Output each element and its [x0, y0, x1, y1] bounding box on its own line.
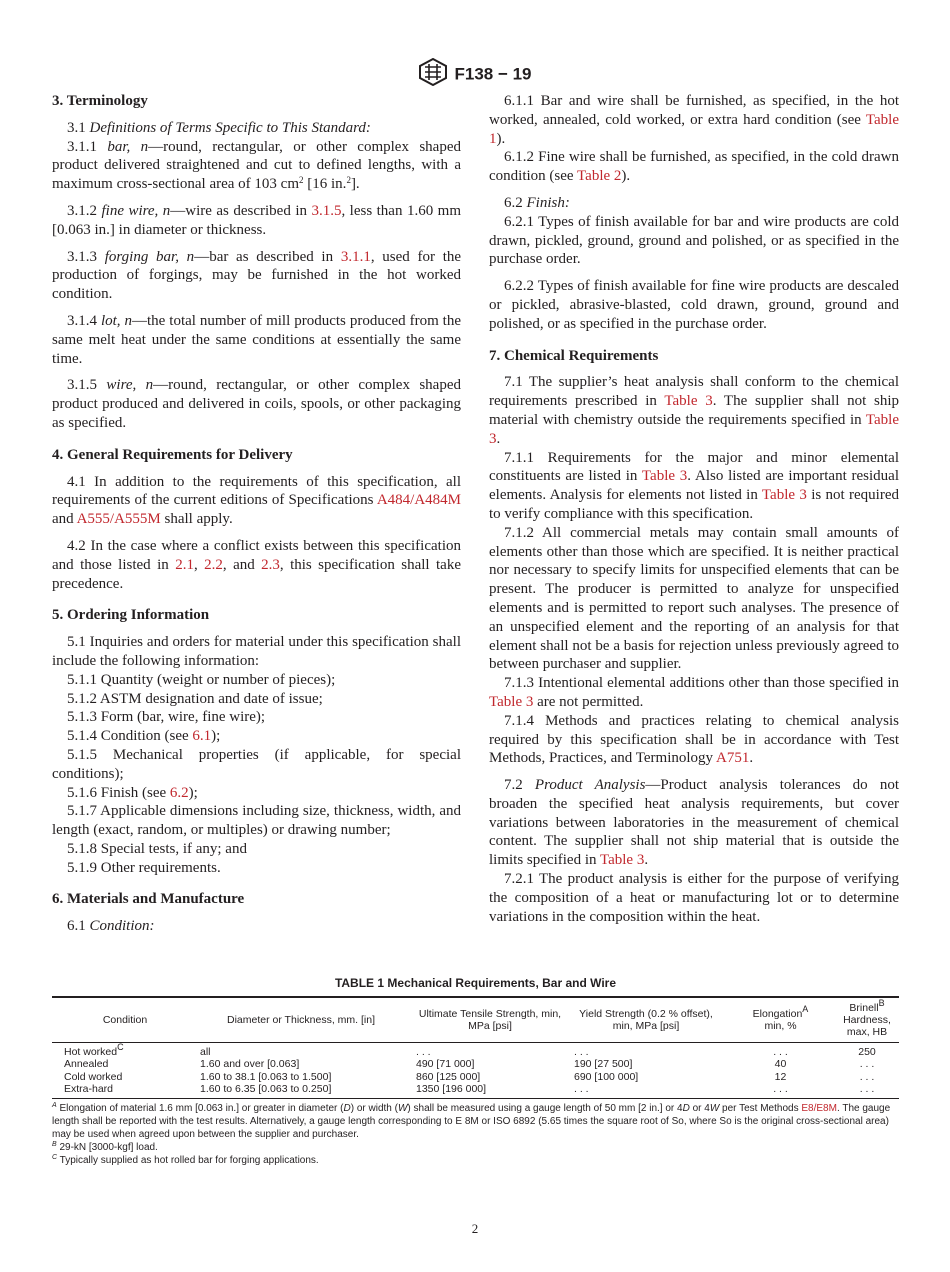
col-header-yield: Yield Strength (0.2 % offset), min, MPa [psi]	[566, 997, 726, 1043]
para-5-1-2: 5.1.2 ASTM designation and date of issue;	[67, 690, 323, 707]
table-1-footnotes	[52, 1102, 899, 1168]
link-table-1[interactable]: Table 1	[489, 111, 899, 147]
link-table-3[interactable]: Table 3	[641, 468, 688, 485]
col-header-diameter: Diameter or Thickness, mm. [in]	[188, 997, 414, 1043]
para-6-2-2: 6.2.2 Types of finish available for fine wire products are descaled or pickled, abrasive-blasted, cold drawn, ground, ground and polished, or as specified in the purchase order.	[489, 278, 899, 332]
para-7-1-4: 7.1.4 Methods and practices relating to chemical analysis required by this specification shall be in accordance with Test Methods, Practices, and Terminology A751.	[489, 712, 899, 767]
para-3-1-4: 3.1.4 lot, n—the total number of mill products produced from the same melt heat under the same conditions at essentially the same time.	[52, 312, 462, 367]
table-row: Hot worked$^C$ all . . . . . . . . . 250	[64, 1042, 876, 1058]
para-6-1-1: 6.1.1 Bar and wire shall be furnished, as specified, in the hot worked, annealed, cold worked, or extra hard condition (see Table 1).	[489, 93, 899, 147]
link-a555[interactable]: A555/A555M	[76, 511, 161, 528]
para-6-2: 6.2 Finish:	[504, 194, 570, 211]
left-column	[52, 92, 461, 936]
para-7-1-1: 7.1.1 Requirements for the major and minor elemental constituents are listed in Table 3. Also listed are important residual elements. Analysis for elements not listed in Table 3 is not required to verify compliance with this specification.	[489, 449, 899, 522]
link-e8[interactable]: E8/E8M	[801, 1102, 837, 1114]
section-6-heading: 6. Materials and Manufacture	[52, 891, 245, 908]
link-table-2[interactable]: Table 2	[577, 168, 622, 185]
para-5-1-3: 5.1.3 Form (bar, wire, fine wire);	[67, 709, 266, 726]
para-7-2-1: 7.2.1 The product analysis is either for the purpose of verifying the composition of a heat or manufacturing lot or to determine variations in the composition within the heat.	[489, 871, 899, 925]
link-table-3[interactable]: Table 3	[599, 852, 645, 869]
link-a484[interactable]: A484/A484M	[376, 492, 461, 509]
section-7-heading: 7. Chemical Requirements	[489, 347, 659, 364]
page-header	[0, 58, 950, 91]
link-3-1-5[interactable]: 3.1.5	[311, 202, 342, 219]
section-3-heading: 3. Terminology	[52, 93, 148, 109]
col-header-condition: Condition	[52, 997, 188, 1043]
para-5-1-9: 5.1.9 Other requirements.	[67, 859, 221, 876]
para-3-1: 3.1 Definitions of Terms Specific to This Standard:	[67, 119, 371, 136]
link-2-3[interactable]: 2.3	[261, 556, 280, 573]
para-3-1-5: 3.1.5 wire, n—round, rectangular, or other complex shaped product produced and delivered in coils, spools, or other packaging as specified.	[52, 377, 461, 431]
para-7-2: 7.2 Product Analysis—Product analysis tolerances do not broaden the specified heat analysis requirements, but cover variations between laboratories in the measurement of chemical content. The supplier shall not ship material that is outside the limits specified in Table 3.	[489, 777, 900, 869]
link-3-1-1[interactable]: 3.1.1	[340, 248, 371, 265]
para-5-1-4: 5.1.4 Condition (see 6.1);	[67, 728, 221, 745]
para-5-1: 5.1 Inquiries and orders for material under this specification shall include the following information:	[52, 634, 461, 669]
link-6-2[interactable]: 6.2	[169, 784, 189, 801]
para-3-1-2: 3.1.2 fine wire, n—wire as described in 3.1.5, less than 1.60 mm [0.063 in.] in diameter or thickness.	[52, 202, 461, 238]
para-3-1-1: 3.1.1 bar, n—round, rectangular, or other complex shaped product delivered straightened and cut to defined lengths, with a maximum cross-sectional area of 103 $cm^2$ [16 in.$^2$].	[52, 138, 461, 193]
para-4-1: 4.1 In addition to the requirements of this specification, all requirements of the current editions of Specifications A484/A484M and A555/A555M shall apply.	[52, 473, 461, 528]
table-1-grid	[52, 996, 899, 1099]
link-2-1[interactable]: 2.1	[175, 556, 194, 573]
footnote-a: $^A$ Elongation of material 1.6 mm [0.063 in.] or greater in diameter (D) or width (W) shall be measured using a gauge length of 50 mm [2 in.] or 4D or 4W per Test Methods E8/E8M. The gauge length shall be reported with the test results. Alternatively, a gauge length corresponding to E 8M or ISO 6892 (5.65 times the square root of So, where So is the original cross-sectional area) may be used when agreed upon between the supplier and purchaser.	[52, 1101, 891, 1141]
footnote-b: $^B$ 29-kN [3000-kgf] load.	[52, 1141, 158, 1154]
para-5-1-7: 5.1.7 Applicable dimensions including size, thickness, width, and length (exact, random, or multiples) or drawing number;	[52, 803, 461, 839]
link-a751[interactable]: A751	[715, 750, 750, 767]
page-number: 2	[471, 1221, 479, 1236]
para-7-1: 7.1 The supplier’s heat analysis shall conform to the chemical requirements prescribed in Table 3. The supplier shall not ship material with chemistry outside the requirements specified in Table 3.	[489, 374, 900, 447]
table-row: Annealed 1.60 and over [0.063] 490 [71 000] 190 [27 500] 40 . . .	[64, 1058, 875, 1071]
section-5-heading: 5. Ordering Information	[52, 607, 210, 624]
para-6-1-2: 6.1.2 Fine wire shall be furnished, as specified, in the cold drawn condition (see Table 2).	[489, 149, 899, 185]
link-table-3[interactable]: Table 3	[664, 393, 713, 410]
para-7-1-3: 7.1.3 Intentional elemental additions other than those specified in Table 3 are not permitted.	[489, 675, 899, 710]
table-row: Extra-hard 1.60 to 6.35 [0.063 to 0.250] 1350 [196 000] . . . . . . . . .	[52, 1083, 899, 1098]
document-code: F138 − 19	[454, 64, 532, 84]
link-table-3[interactable]: Table 3	[489, 411, 899, 447]
table-1	[52, 976, 899, 1168]
col-header-brinell: Brinell$^B$ Hardness, max, HB	[835, 997, 899, 1043]
section-4-heading: 4. General Requirements for Delivery	[52, 446, 293, 463]
para-5-1-1: 5.1.1 Quantity (weight or number of pieces);	[67, 671, 336, 688]
link-table-3[interactable]: Table 3	[761, 487, 807, 504]
footnote-c: $^C$ Typically supplied as hot rolled bar for forging applications.	[52, 1154, 319, 1167]
table-row: Cold worked 1.60 to 38.1 [0.063 to 1.500] 860 [125 000] 690 [100 000] 12 . . .	[64, 1070, 875, 1083]
col-header-elongation: Elongation$^A$ min, %	[726, 997, 835, 1043]
para-4-2: 4.2 In the case where a conflict exists between this specification and those listed in 2.1, 2.2, and 2.3, this specification shall take precedence.	[52, 537, 461, 592]
right-column	[489, 92, 899, 926]
link-table-3[interactable]: Table 3	[489, 693, 534, 710]
para-3-1-3: 3.1.3 forging bar, n—bar as described in 3.1.1, used for the production of forgings, may be furnished in the hot worked condition.	[52, 248, 462, 303]
para-7-1-2: 7.1.2 All commercial metals may contain small amounts of elements other than those which are specified. It is neither practical nor necessary to specify limits for unspecified elements that can be present. The producer is permitted to analyze for unspecified elements and is permitted to report such analyses. The presence of an unspecified element and the reporting of an analysis for that element shall not be a basis for rejection unless previously agreed to between purchaser and supplier.	[489, 524, 899, 673]
para-6-1: 6.1 Condition:	[67, 918, 155, 935]
table-1-title: TABLE 1 Mechanical Requirements, Bar and Wire	[334, 976, 617, 990]
col-header-uts: Ultimate Tensile Strength, min, MPa [psi]	[414, 997, 566, 1043]
para-5-1-8: 5.1.8 Special tests, if any; and	[67, 840, 247, 857]
link-6-1[interactable]: 6.1	[192, 728, 212, 745]
para-6-2-1: 6.2.1 Types of finish available for bar and wire products are cold drawn, pickled, ground, ground and polished, or as specified in the purchase order.	[489, 213, 899, 268]
astm-logo-icon	[418, 58, 448, 91]
link-2-2[interactable]: 2.2	[204, 556, 223, 573]
para-5-1-5: 5.1.5 Mechanical properties (if applicable, for special conditions);	[52, 746, 461, 782]
para-5-1-6: 5.1.6 Finish (see 6.2);	[67, 784, 198, 801]
